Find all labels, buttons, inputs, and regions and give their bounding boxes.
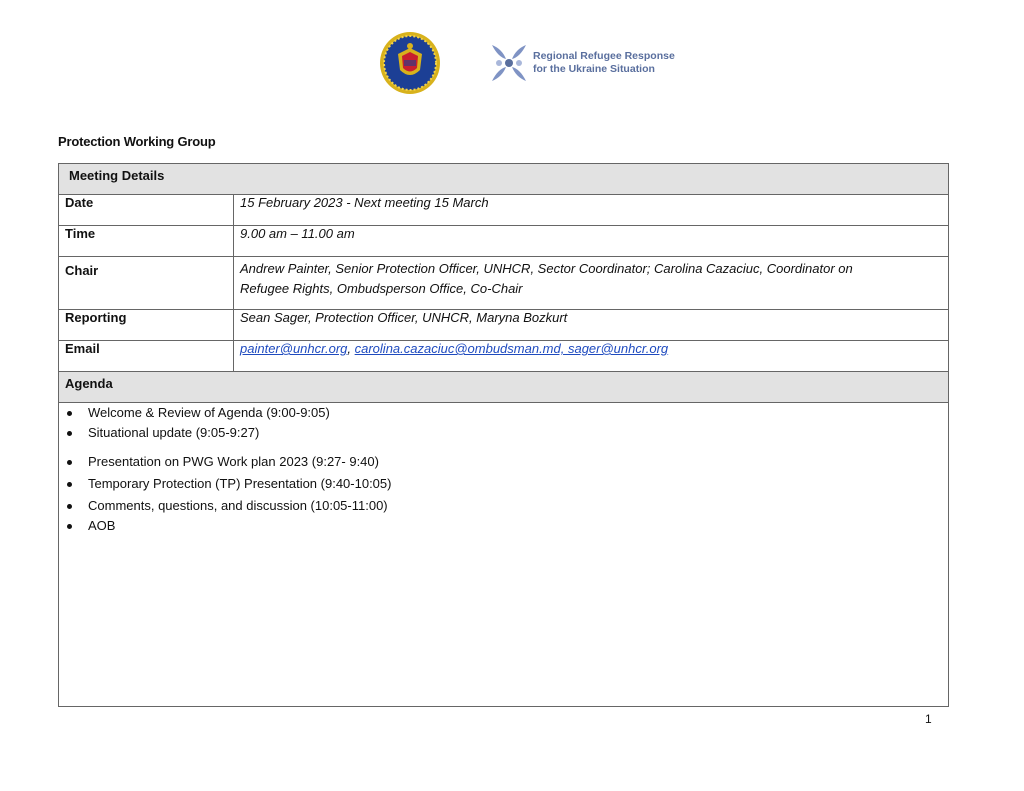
agenda-item: AOB [59, 518, 115, 533]
rrr-wordmark [533, 50, 733, 76]
group-title: Protection Working Group [58, 134, 216, 149]
reporting-value: Sean Sager, Protection Officer, UNHCR, Maryna Bozkurt [234, 310, 949, 341]
rrr-x-icon [488, 41, 530, 85]
meeting-details-header: Meeting Details [59, 164, 949, 195]
page-number: 1 [925, 712, 932, 726]
chair-row [59, 257, 949, 310]
agenda-item: Welcome & Review of Agenda (9:00-9:05) [59, 405, 330, 420]
moldova-emblem-logo [378, 30, 442, 96]
email-row [59, 341, 949, 372]
reporting-label: Reporting [59, 310, 234, 341]
time-row [59, 226, 949, 257]
date-label: Date [59, 195, 234, 226]
email-link-painter[interactable]: painter@unhcr.org [240, 341, 348, 356]
rrr-line-1: Regional Refugee Response [533, 50, 675, 62]
date-value: 15 February 2023 - Next meeting 15 March [234, 195, 949, 226]
email-label: Email [59, 341, 234, 372]
agenda-item: Situational update (9:05-9:27) [59, 425, 259, 440]
email-value [234, 341, 949, 372]
time-label: Time [59, 226, 234, 257]
agenda-item: Comments, questions, and discussion (10:05-11:00) [59, 498, 388, 513]
email-link-cazaciuc-sager[interactable]: carolina.cazaciuc@ombudsman.md, sager@unhcr.org [354, 341, 669, 356]
chair-value-line-2: Refugee Rights, Ombudsperson Office, Co-Chair [240, 281, 523, 296]
time-value: 9.00 am – 11.00 am [234, 226, 949, 257]
agenda-header: Agenda [59, 372, 949, 403]
agenda-list [59, 403, 948, 706]
date-row [59, 195, 949, 226]
email-separator: , [347, 341, 355, 356]
agenda-cell [59, 403, 949, 707]
reporting-row [59, 310, 949, 341]
chair-value [234, 257, 949, 310]
meeting-details-table [58, 163, 949, 707]
chair-value-line-1: Andrew Painter, Senior Protection Officer, UNHCR, Sector Coordinator; Carolina Cazaciuc, Coordinator on [240, 261, 853, 276]
agenda-item: Temporary Protection (TP) Presentation (9:40-10:05) [59, 476, 391, 491]
rrr-line-2: for the Ukraine Situation [533, 63, 655, 75]
chair-label: Chair [59, 257, 234, 310]
agenda-item: Presentation on PWG Work plan 2023 (9:27- 9:40) [59, 454, 379, 469]
